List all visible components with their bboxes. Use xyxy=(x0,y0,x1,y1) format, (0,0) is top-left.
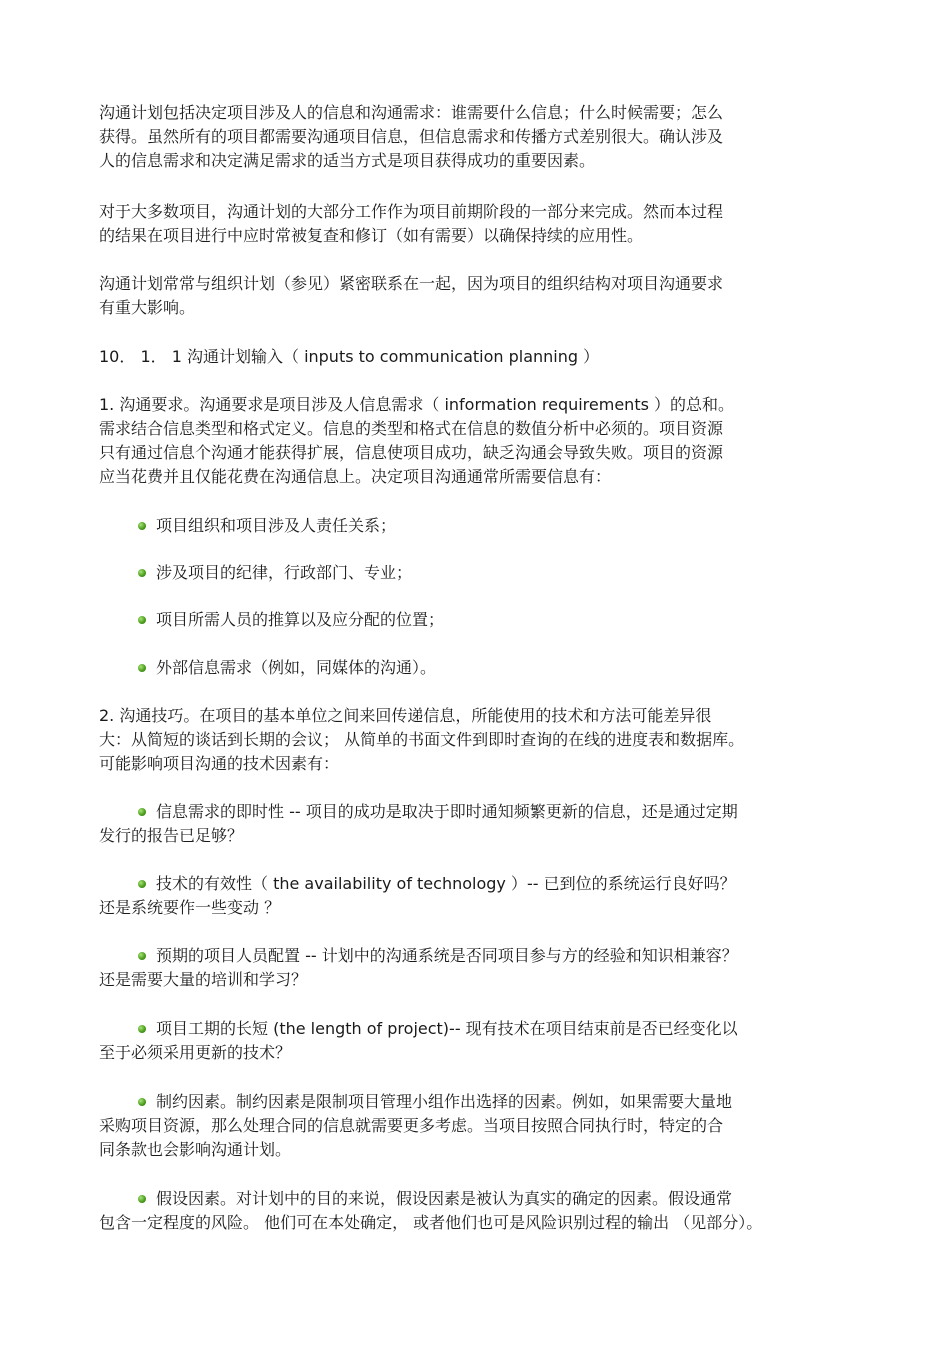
list-item: 技术的有效性（ the availability of technology ）-- 已到位的系统运行良好吗？ xyxy=(99,872,859,896)
bullet-item-immediacy xyxy=(99,800,859,848)
list-item: 制约因素。制约因素是限制项目管理小组作出选择的因素。例如，如果需要大量地 xyxy=(99,1090,859,1114)
list-item: 外部信息需求（例如，同媒体的沟通）。 xyxy=(99,656,859,680)
bullet-list-requirements xyxy=(99,514,859,538)
list-item: 项目组织和项目涉及人责任关系； xyxy=(99,514,859,538)
text-line: 至于必须采用更新的技术？ xyxy=(99,1043,292,1062)
paragraph-early-phase xyxy=(99,200,859,248)
text-line: 1. 沟通要求。沟通要求是项目涉及人信息需求（ information requirements ）的总和。 xyxy=(99,395,735,414)
text-line: 2. 沟通技巧。在项目的基本单位之间来回传递信息，所能使用的技术和方法可能差异很 xyxy=(99,706,712,725)
paragraph-communication-requirements xyxy=(99,393,859,489)
paragraph-communication-technology xyxy=(99,704,859,776)
bullet-icon xyxy=(138,616,146,624)
list-item: 项目所需人员的推算以及应分配的位置； xyxy=(99,608,859,632)
text-line: 沟通计划常常与组织计划（参见）紧密联系在一起，因为项目的组织结构对项目沟通要求 xyxy=(99,274,724,293)
bullet-item-availability xyxy=(99,872,859,920)
bullet-icon xyxy=(138,952,146,960)
text-line: 沟通计划包括决定项目涉及人的信息和沟通需求：谁需要什么信息；什么时候需要；怎么 xyxy=(99,103,724,122)
text-line: 的结果在项目进行中应时常被复查和修订（如有需要）以确保持续的应用性。 xyxy=(99,226,644,245)
bullet-icon xyxy=(138,1098,146,1106)
list-item: 预期的项目人员配置 -- 计划中的沟通系统是否同项目参与方的经验和知识相兼容？ xyxy=(99,944,859,968)
text-line: 需求结合信息类型和格式定义。信息的类型和格式在信息的数值分析中必须的。项目资源 xyxy=(99,419,724,438)
text-line: 人的信息需求和决定满足需求的适当方式是项目获得成功的重要因素。 xyxy=(99,151,596,170)
bullet-item-assumptions xyxy=(99,1187,859,1235)
text-line: 大：从简短的谈话到长期的会议； 从简单的书面文件到即时查询的在线的进度表和数据库。 xyxy=(99,730,745,749)
paragraph-intro xyxy=(99,101,859,173)
text-line: 发行的报告已足够？ xyxy=(99,826,244,845)
text-line: 还是需要大量的培训和学习？ xyxy=(99,970,308,989)
text-line: 有重大影响。 xyxy=(99,298,196,317)
bullet-icon xyxy=(138,569,146,577)
bullet-icon xyxy=(138,808,146,816)
text-line: 获得。虽然所有的项目都需要沟通项目信息，但信息需求和传播方式差别很大。确认涉及 xyxy=(99,127,724,146)
text-line: 应当花费并且仅能花费在沟通信息上。决定项目沟通通常所需要信息有： xyxy=(99,467,612,486)
bullet-item-staffing xyxy=(99,944,859,992)
heading-text: 10． 1． 1 沟通计划输入（ inputs to communication planning ） xyxy=(99,347,600,366)
list-item: 信息需求的即时性 -- 项目的成功是取决于即时通知频繁更新的信息，还是通过定期 xyxy=(99,800,859,824)
bullet-list-requirements xyxy=(99,656,859,680)
list-item: 项目工期的长短 (the length of project)-- 现有技术在项目结束前是否已经变化以 xyxy=(99,1017,859,1041)
bullet-icon xyxy=(138,664,146,672)
text-line: 包含一定程度的风险。 他们可在本处确定， 或者他们也可是风险识别过程的输出 （见部分）。 xyxy=(99,1213,763,1232)
text-line: 可能影响项目沟通的技术因素有： xyxy=(99,754,340,773)
list-item: 涉及项目的纪律，行政部门、专业； xyxy=(99,561,859,585)
bullet-item-constraints xyxy=(99,1090,859,1162)
text-line: 还是系统要作一些变动 ？ xyxy=(99,898,281,917)
text-line: 只有通过信息个沟通才能获得扩展，信息使项目成功，缺乏沟通会导致失败。项目的资源 xyxy=(99,443,724,462)
text-line: 对于大多数项目，沟通计划的大部分工作作为项目前期阶段的一部分来完成。然而本过程 xyxy=(99,202,724,221)
bullet-icon xyxy=(138,1025,146,1033)
section-heading xyxy=(99,345,859,369)
list-item: 假设因素。对计划中的目的来说，假设因素是被认为真实的确定的因素。假设通常 xyxy=(99,1187,859,1211)
bullet-icon xyxy=(138,880,146,888)
bullet-icon xyxy=(138,522,146,530)
text-line: 采购项目资源，那么处理合同的信息就需要更多考虑。当项目按照合同执行时，特定的合 xyxy=(99,1116,724,1135)
text-line: 同条款也会影响沟通计划。 xyxy=(99,1140,292,1159)
paragraph-organization-planning xyxy=(99,272,859,320)
bullet-list-requirements xyxy=(99,561,859,585)
bullet-icon xyxy=(138,1195,146,1203)
bullet-item-project-length xyxy=(99,1017,859,1065)
bullet-list-requirements xyxy=(99,608,859,632)
